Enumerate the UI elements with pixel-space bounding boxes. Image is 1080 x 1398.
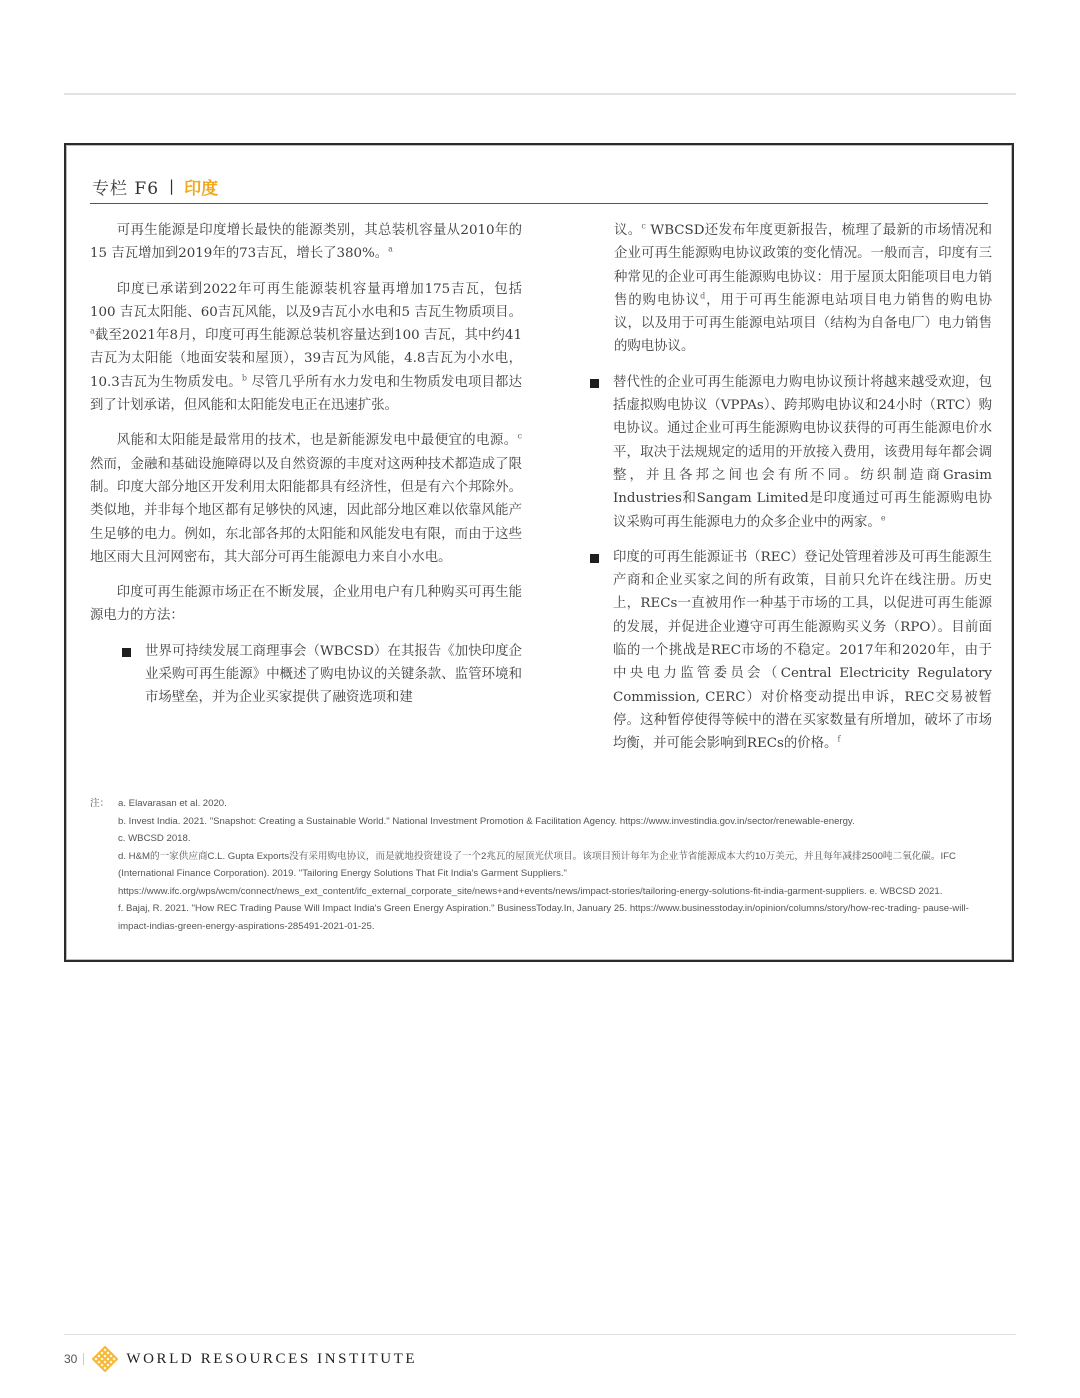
footnote-ref: c (517, 431, 522, 441)
footnote-ref: a (388, 244, 393, 254)
footnote-ref: f (837, 734, 841, 744)
page-number: 30 (64, 1352, 78, 1366)
wri-lattice-logo-icon (92, 1346, 118, 1372)
footnote-a: 注： a. Elavarasan et al. 2020. (90, 795, 990, 813)
bullet-item-rec: 印度的可再生能源证书（REC）登记处管理着涉及可再生能源生产商和企业买家之间的所有政策，目前只允许在线注册。历史上，RECs一直被用作一种基于市场的工具，以促进可再生能源的发展，并促进企业遵守可再生能源购买义务（RPO）。目前面临的一个挑战是REC市场的不稳定。2017年和2020年，由于中央电力监管委员会（Central Electricity Regulatory Commission, CERC）对价格变动提出申诉，REC交易被暂停。这种暂停使得等候中的潜在买家数量有所增加，破坏了市场均衡，并可能会影响到RECs的价格。$^f$ (590, 546, 992, 756)
notes-label: 注： (90, 798, 110, 809)
sidebar-box-f6 (64, 143, 1014, 962)
footnote-ref: e (880, 513, 886, 523)
bullet-square-icon (590, 379, 599, 388)
organization-name: WORLD RESOURCES INSTITUTE (126, 1350, 418, 1367)
top-divider (64, 93, 1016, 95)
bullet-item-wbcsd: 世界可持续发展工商理事会（WBCSD）在其报告《加快印度企业采购可再生能源》中概述了购电协议的关键条款、监管环境和市场壁垒，并为企业买家提供了融资选项和建 (90, 640, 522, 710)
box-separator: | (169, 177, 175, 195)
footnote-ref: c (641, 221, 646, 231)
paragraph-growth: 可再生能源是印度增长最快的能源类别，其总装机容量从2010年的15 吉瓦增加到2019年的73吉瓦，增长了380%。$^a$ (90, 223, 522, 262)
right-column (590, 219, 992, 768)
footnote-ref: b (241, 373, 247, 383)
left-column (90, 219, 522, 722)
page-footer (64, 1348, 417, 1370)
box-header (92, 171, 988, 201)
box-label: 专栏 F6 (92, 178, 160, 199)
bullet-square-icon (122, 648, 131, 657)
footnote-d-e: d. H&M的一家供应商C.L. Gupta Exports没有采用购电协议，而是就地投资建设了一个2兆瓦的屋顶光伏项目。该项目预计每年为企业节省能源成本大约10万美元，并且每年减排2500吨二氧化碳。IFC (International Finance Corporation). 2019. "Tailoring Energy Solutions That Fit India's Garment Suppliers." https://www.ifc.org/wps/wcm/connect/news_ext_content/ifc_external_corporate_site/news+and+events/news/impact-stories/tailoring-energy-solutions-fit-india-garment-suppliers. e. WBCSD 2021. (118, 850, 956, 897)
bullet-item-alternative-ppa: 替代性的企业可再生能源电力购电协议预计将越来越受欢迎，包括虚拟购电协议（VPPAs）、跨邦购电协议和24小时（RTC）购电协议。通过企业可再生能源购电协议获得的可再生能源电价水平，取决于法规规定的适用的开放接入费用，该费用每年都会调整，并且各邦之间也会有所不同。纺织制造商Grasim Industries和Sangam Limited是印度通过可再生能源购电协议采购可再生能源电力的众多企业中的两家。$^e$ (590, 371, 992, 534)
box-title: 印度 (184, 178, 219, 199)
paragraph-wind-solar: 风能和太阳能是最常用的技术，也是新能源发电中最便宜的电源。$^c$ 然而，金融和基础设施障碍以及自然资源的丰度对这两种技术都造成了限制。印度大部分地区开发利用太阳能都具有经济性，但是有六个邦除外。类似地，并非每个地区都有足够快的风速，因此部分地区难以依靠风能产生足够的电力。例如，东北部各邦的太阳能和风能发电有限，而由于这些地区雨大且河网密布，其大部分可再生能源电力来自小水电。 (90, 431, 522, 565)
footnote-b: b. Invest India. 2021. "Snapshot: Creating a Sustainable World." National Investment Promotion & Facilitation Agency. https://www.investindia.gov.in/sector/renewable-energy. (118, 815, 855, 827)
bullet-square-icon (590, 554, 599, 563)
footnote-f: f. Bajaj, R. 2021. "How REC Trading Pause Will Impact India's Green Energy Aspiration." BusinessToday.In, January 25. https://www.businesstoday.in/opinion/columns/story/how-rec-trading- pause-will-impact-indias-green-energy-aspirations-285491-2021-01-25. (118, 903, 969, 932)
footnote-c: c. WBCSD 2018. (118, 833, 191, 844)
bottom-divider (64, 1334, 1016, 1335)
footnotes (90, 795, 990, 935)
paragraph-market: 印度可再生能源市场正在不断发展，企业用电户有几种购买可再生能源电力的方法： (90, 585, 522, 624)
header-divider (90, 203, 988, 204)
bullet-item-wbcsd-continued: 议。$^c$ WBCSD还发布年度更新报告，梳理了最新的市场情况和企业可再生能源购电协议政策的变化情况。一般而言，印度有三种常见的企业可再生能源购电协议：用于屋顶太阳能项目电力销售的购电协议$^d$，用于可再生能源电站项目电力销售的购电协议，以及用于可再生能源电站项目（结构为自备电厂）电力销售的购电协议。 (614, 221, 993, 355)
footer-separator (83, 1353, 84, 1365)
paragraph-commitment: 印度已承诺到2022年可再生能源装机容量再增加175吉瓦，包括100 吉瓦太阳能、60吉瓦风能，以及9吉瓦小水电和5 吉瓦生物质项目。$^a$截至2021年8月，印度可再生能源总装机容量达到100 吉瓦，其中约41吉瓦为太阳能（地面安装和屋顶），39吉瓦为风能，4.8吉瓦为小水电，10.3吉瓦为生物质发电。$^b$ 尽管几乎所有水力发电和生物质发电项目都达到了计划承诺，但风能和太阳能发电正在迅速扩张。 (90, 281, 522, 414)
footnote-ref: a (90, 326, 95, 336)
footnote-ref: d (700, 291, 706, 301)
